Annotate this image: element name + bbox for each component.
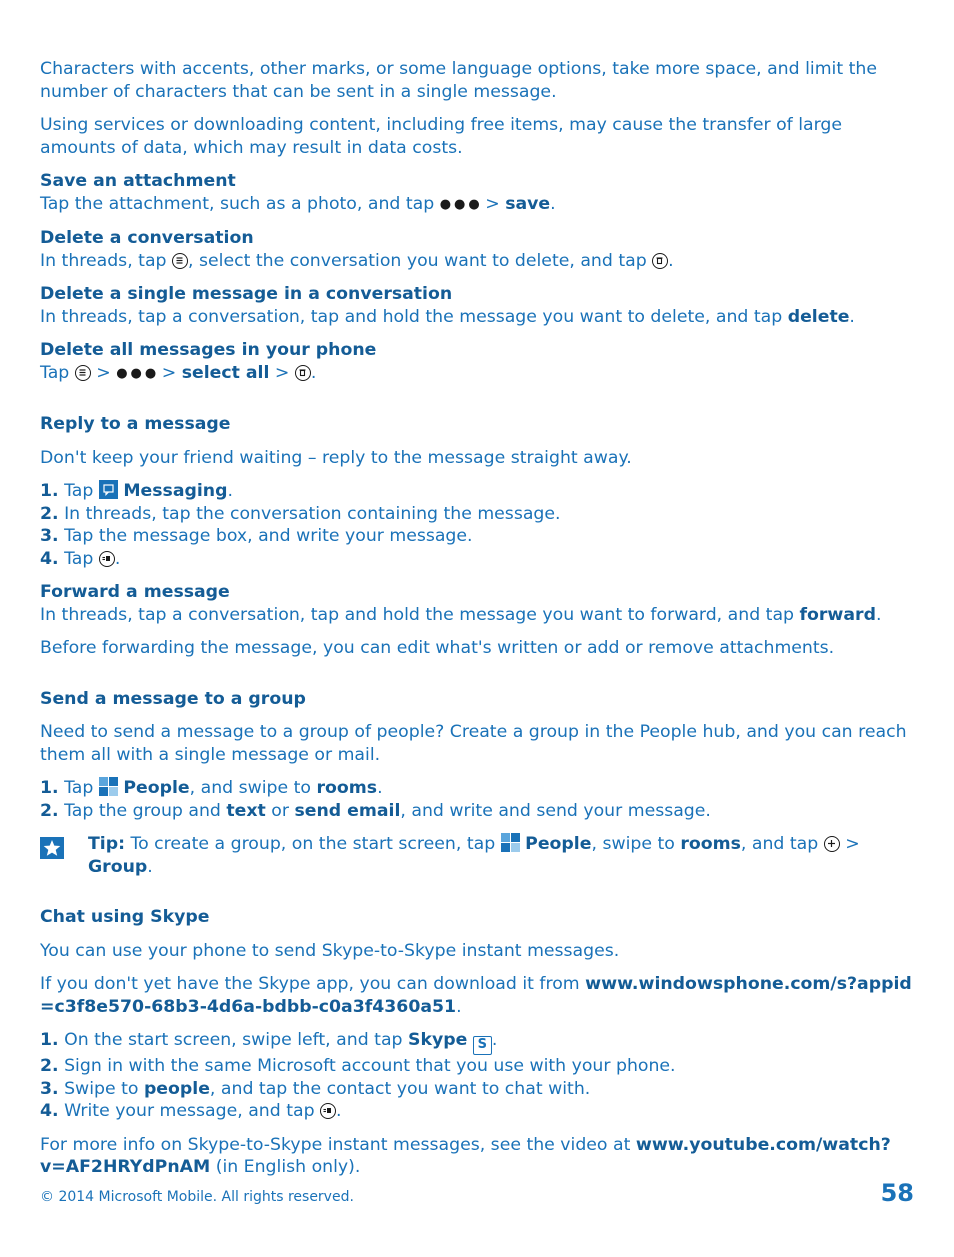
more-dots-icon: ●●● xyxy=(439,196,483,212)
send-icon xyxy=(99,551,115,567)
page-content xyxy=(40,58,920,1179)
heading-reply: Reply to a message xyxy=(40,414,231,434)
people-tile-icon xyxy=(99,777,118,796)
heading-group: Send a message to a group xyxy=(40,688,306,709)
skype-icon: S xyxy=(473,1036,492,1055)
group-intro: Need to send a message to a group of people? Create a group in the People hub, and you can reach them all with a single message or mail. xyxy=(40,722,907,765)
heading-forward: Forward a message xyxy=(40,582,230,602)
skype-step-3: 3. Swipe to people, and tap the contact you want to chat with. xyxy=(40,1078,591,1099)
skype-more-info: For more info on Skype-to-Skype instant messages, see the video at www.youtube.com/watch?v=AF2HRYdPnAM (in English only). xyxy=(40,1134,891,1177)
heading-skype: Chat using Skype xyxy=(40,907,210,927)
add-icon xyxy=(824,836,840,852)
reply-step-1: 1. Tap Messaging. xyxy=(40,481,233,501)
forward-text: In threads, tap a conversation, tap and hold the message you want to forward, and tap forward. xyxy=(40,604,882,625)
heading-delete-conversation: Delete a conversation xyxy=(40,228,254,248)
messaging-tile-icon xyxy=(99,480,118,499)
more-dots-icon: ●●● xyxy=(116,365,160,381)
group-step-2: 2. Tap the group and text or send email, and write and send your message. xyxy=(40,800,711,821)
trash-icon xyxy=(652,253,668,269)
heading-delete-single: Delete a single message in a conversation xyxy=(40,284,453,304)
heading-delete-all: Delete all messages in your phone xyxy=(40,340,377,360)
youtube-link[interactable]: www.youtube.com/watch?v=AF2HRYdPnAM xyxy=(40,1134,891,1177)
delete-conversation-text: In threads, tap , select the conversation you want to delete, and tap . xyxy=(40,250,674,271)
skype-download: If you don't yet have the Skype app, you can download it from www.windowsphone.com/s?appid=c3f8e570-68b3-4d6a-bdbb-c0a3f4360a51. xyxy=(40,974,912,1017)
skype-intro: You can use your phone to send Skype-to-Skype instant messages. xyxy=(40,940,620,961)
delete-single-text: In threads, tap a conversation, tap and hold the message you want to delete, and tap delete. xyxy=(40,306,855,327)
heading-save-attachment: Save an attachment xyxy=(40,171,236,191)
reply-intro: Don't keep your friend waiting – reply to the message straight away. xyxy=(40,447,632,468)
para-data-costs: Using services or downloading content, including free items, may cause the transfer of large amounts of data, which may result in data costs. xyxy=(40,115,843,158)
reply-step-3: 3. Tap the message box, and write your message. xyxy=(40,526,473,546)
trash-icon xyxy=(295,365,311,381)
forward-note: Before forwarding the message, you can edit what's written or add or remove attachments. xyxy=(40,638,835,658)
reply-step-4: 4. Tap . xyxy=(40,548,121,569)
select-list-icon xyxy=(172,253,188,269)
tip-text: Tip: To create a group, on the start screen, tap People, swipe to rooms, and tap > Group. xyxy=(88,834,860,877)
delete-all-text: Tap > ●●● > select all > . xyxy=(40,362,920,386)
group-step-1: 1. Tap People, and swipe to rooms. xyxy=(40,778,383,798)
save-attachment-text: Tap the attachment, such as a photo, and tap ●●● > save. xyxy=(40,193,920,217)
reply-step-2: 2. In threads, tap the conversation containing the message. xyxy=(40,503,561,524)
tip-box xyxy=(40,833,920,878)
people-tile-icon xyxy=(501,833,520,852)
para-accents: Characters with accents, other marks, or some language options, take more space, and limit the number of characters that can be sent in a single message. xyxy=(40,59,877,102)
select-list-icon xyxy=(75,365,91,381)
skype-step-2: 2. Sign in with the same Microsoft account that you use with your phone. xyxy=(40,1056,676,1076)
copyright: © 2014 Microsoft Mobile. All rights reserved. xyxy=(40,1189,354,1205)
skype-step-1: 1. On the start screen, swipe left, and tap Skype S . xyxy=(40,1029,920,1055)
skype-download-link[interactable]: www.windowsphone.com/s?appid=c3f8e570-68b3-4d6a-bdbb-c0a3f4360a51 xyxy=(40,974,912,1017)
skype-step-4: 4. Write your message, and tap . xyxy=(40,1101,342,1121)
star-icon xyxy=(40,837,64,859)
send-icon xyxy=(320,1103,336,1119)
page-number: 58 xyxy=(880,1179,914,1207)
